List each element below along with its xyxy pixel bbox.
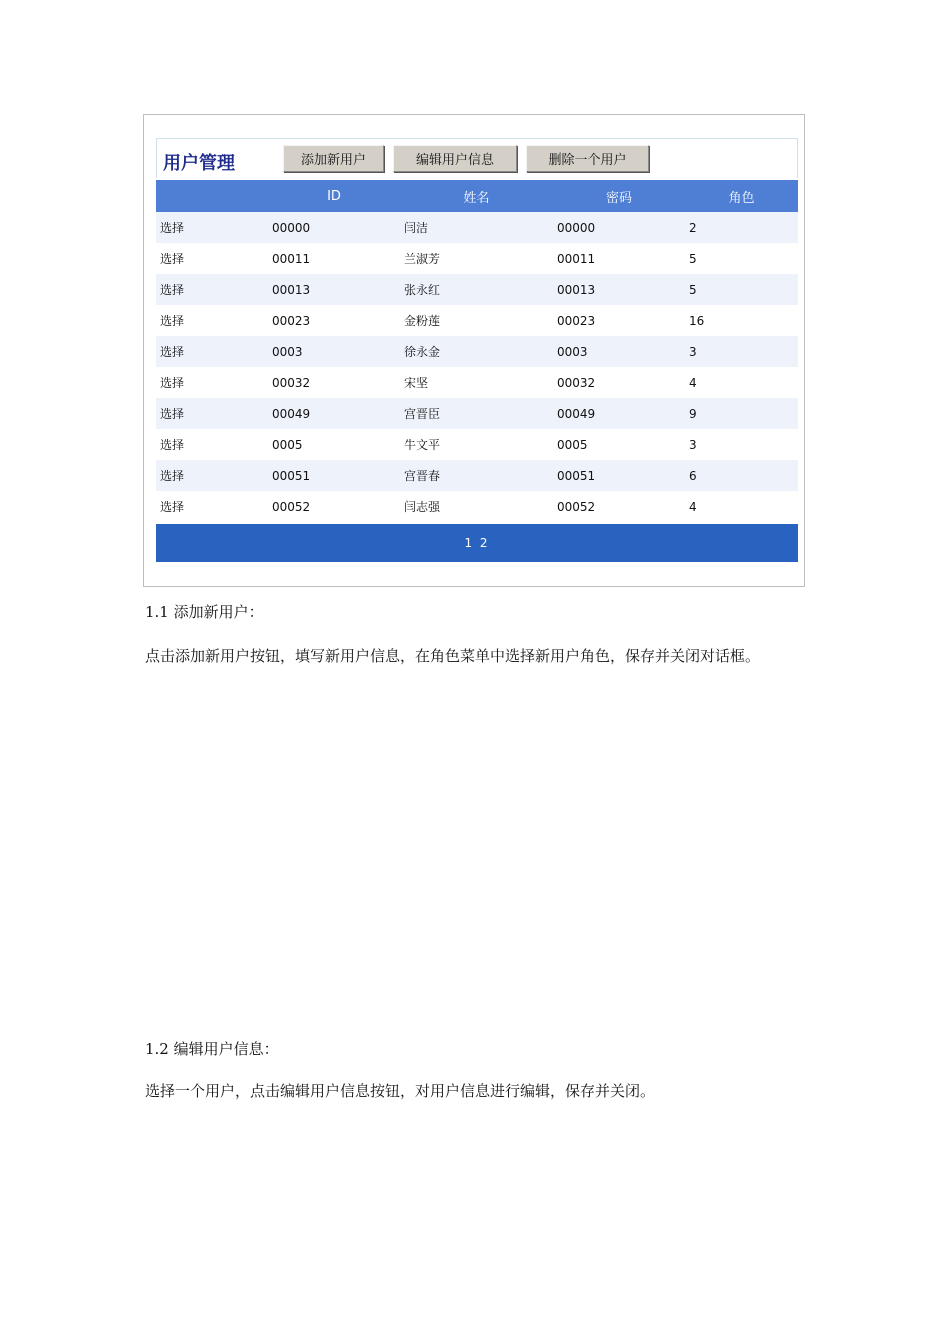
- cell-id: 00051: [268, 460, 400, 491]
- section-1-heading: 1.1 添加新用户：: [145, 603, 264, 621]
- table-row: [156, 429, 798, 460]
- cell-password: 00013: [553, 274, 685, 305]
- cell-name: 宋坚: [400, 367, 553, 398]
- cell-role: 3: [685, 336, 798, 367]
- toolbar: [156, 138, 798, 178]
- module-title: 用户管理: [163, 153, 235, 174]
- header-select: [156, 180, 268, 212]
- header-password: 密码: [553, 180, 685, 212]
- cell-name: 闫洁: [400, 212, 553, 243]
- cell-id: 00000: [268, 212, 400, 243]
- cell-role: 5: [685, 274, 798, 305]
- select-link[interactable]: 选择: [156, 243, 268, 274]
- cell-name: 金粉莲: [400, 305, 553, 336]
- cell-password: 00032: [553, 367, 685, 398]
- table-row: [156, 398, 798, 429]
- cell-name: 张永红: [400, 274, 553, 305]
- cell-id: 00049: [268, 398, 400, 429]
- header-role: 角色: [685, 180, 798, 212]
- cell-password: 00023: [553, 305, 685, 336]
- cell-password: 00049: [553, 398, 685, 429]
- table-row: [156, 460, 798, 491]
- edit-user-button[interactable]: 编辑用户信息: [393, 145, 517, 172]
- add-user-button[interactable]: 添加新用户: [283, 145, 384, 172]
- cell-id: 00013: [268, 274, 400, 305]
- cell-id: 0005: [268, 429, 400, 460]
- cell-name: 兰淑芳: [400, 243, 553, 274]
- select-link[interactable]: 选择: [156, 367, 268, 398]
- cell-role: 2: [685, 212, 798, 243]
- cell-role: 9: [685, 398, 798, 429]
- cell-role: 4: [685, 491, 798, 522]
- cell-password: 00052: [553, 491, 685, 522]
- header-id: ID: [268, 180, 400, 212]
- table-header-row: [156, 180, 798, 212]
- delete-user-button[interactable]: 删除一个用户: [526, 145, 649, 172]
- cell-role: 4: [685, 367, 798, 398]
- cell-id: 00052: [268, 491, 400, 522]
- cell-name: 徐永金: [400, 336, 553, 367]
- cell-password: 00011: [553, 243, 685, 274]
- cell-password: 0005: [553, 429, 685, 460]
- header-name: 姓名: [400, 180, 553, 212]
- table-row: [156, 274, 798, 305]
- select-link[interactable]: 选择: [156, 305, 268, 336]
- select-link[interactable]: 选择: [156, 491, 268, 522]
- section-2-text: 选择一个用户，点击编辑用户信息按钮，对用户信息进行编辑，保存并关闭。: [145, 1082, 656, 1100]
- cell-id: 00032: [268, 367, 400, 398]
- select-link[interactable]: 选择: [156, 336, 268, 367]
- table-row: [156, 305, 798, 336]
- cell-name: 宫晋春: [400, 460, 553, 491]
- select-link[interactable]: 选择: [156, 398, 268, 429]
- user-management-screenshot: [143, 114, 805, 587]
- cell-name: 牛文平: [400, 429, 553, 460]
- cell-name: 宫晋臣: [400, 398, 553, 429]
- section-2-heading: 1.2 编辑用户信息：: [145, 1040, 279, 1058]
- cell-password: 00051: [553, 460, 685, 491]
- table-row: [156, 212, 798, 243]
- pagination-bar[interactable]: 1 2: [156, 524, 798, 562]
- select-link[interactable]: 选择: [156, 460, 268, 491]
- cell-id: 00023: [268, 305, 400, 336]
- table-row: [156, 367, 798, 398]
- table-row: [156, 491, 798, 522]
- cell-id: 0003: [268, 336, 400, 367]
- cell-name: 闫志强: [400, 491, 553, 522]
- table-row: [156, 336, 798, 367]
- select-link[interactable]: 选择: [156, 212, 268, 243]
- cell-password: 00000: [553, 212, 685, 243]
- cell-id: 00011: [268, 243, 400, 274]
- cell-role: 16: [685, 305, 798, 336]
- select-link[interactable]: 选择: [156, 274, 268, 305]
- user-table: [156, 180, 798, 522]
- table-row: [156, 243, 798, 274]
- section-1-text: 点击添加新用户按钮，填写新用户信息，在角色菜单中选择新用户角色，保存并关闭对话框。: [145, 647, 761, 665]
- cell-password: 0003: [553, 336, 685, 367]
- cell-role: 6: [685, 460, 798, 491]
- cell-role: 5: [685, 243, 798, 274]
- cell-role: 3: [685, 429, 798, 460]
- select-link[interactable]: 选择: [156, 429, 268, 460]
